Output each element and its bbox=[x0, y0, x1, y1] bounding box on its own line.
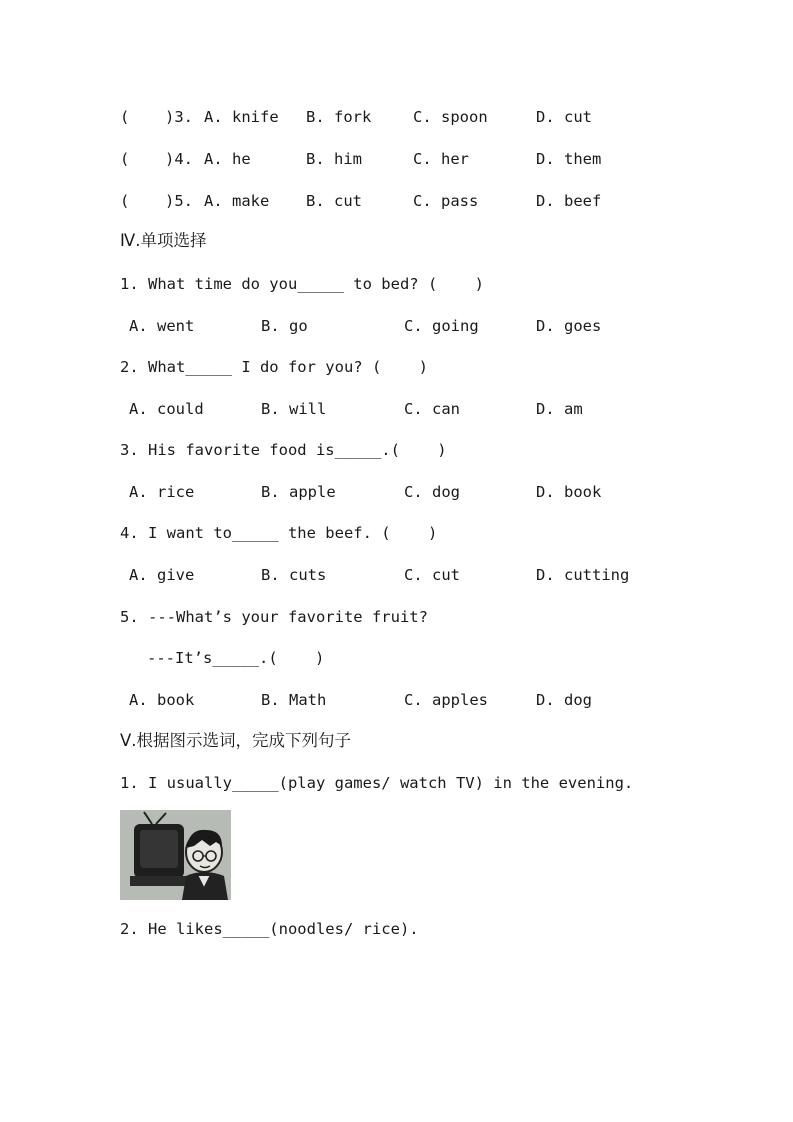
option-b[interactable]: B. will bbox=[261, 400, 327, 418]
answer-paren[interactable]: ( bbox=[120, 108, 130, 126]
section-heading: Ⅳ.单项选择 bbox=[120, 231, 207, 250]
option-c: C. her bbox=[413, 150, 469, 168]
option-c[interactable]: C. going bbox=[404, 317, 479, 335]
option-d[interactable]: D. dog bbox=[536, 691, 592, 709]
option-d[interactable]: D. cutting bbox=[536, 566, 630, 584]
question-text: 3. His favorite food is_____.( ) bbox=[120, 441, 447, 459]
fill-in-sentence: 1. I usually_____(play games/ watch TV) in the evening. bbox=[120, 774, 634, 792]
option-b: B. cut bbox=[306, 192, 362, 210]
section-heading: Ⅴ.根据图示选词，完成下列句子 bbox=[120, 731, 352, 750]
fill-in-sentence: 2. He likes_____(noodles/ rice). bbox=[120, 920, 419, 938]
option-d: D. cut bbox=[536, 108, 592, 126]
option-c[interactable]: C. apples bbox=[404, 691, 488, 709]
option-b: B. fork bbox=[306, 108, 372, 126]
option-a[interactable]: A. give bbox=[129, 566, 195, 584]
option-a[interactable]: A. book bbox=[129, 691, 195, 709]
option-b[interactable]: B. go bbox=[261, 317, 308, 335]
option-b[interactable]: B. cuts bbox=[261, 566, 327, 584]
option-d: D. them bbox=[536, 150, 602, 168]
question-answer-line: ---It’s_____.( ) bbox=[147, 649, 325, 667]
option-c: C. spoon bbox=[413, 108, 488, 126]
option-a[interactable]: A. could bbox=[129, 400, 204, 418]
option-b[interactable]: B. apple bbox=[261, 483, 336, 501]
option-a[interactable]: A. went bbox=[129, 317, 195, 335]
question-text: 5. ---What’s your favorite fruit? bbox=[120, 608, 428, 626]
option-a: A. knife bbox=[204, 108, 279, 126]
option-c: C. pass bbox=[413, 192, 479, 210]
option-d: D. beef bbox=[536, 192, 602, 210]
option-b: B. him bbox=[306, 150, 362, 168]
question-number: )4. bbox=[165, 150, 193, 168]
question-text: 2. What_____ I do for you? ( ) bbox=[120, 358, 428, 376]
option-d[interactable]: D. goes bbox=[536, 317, 602, 335]
answer-paren[interactable]: ( bbox=[120, 192, 130, 210]
option-a: A. make bbox=[204, 192, 270, 210]
answer-paren[interactable]: ( bbox=[120, 150, 130, 168]
question-text: 4. I want to_____ the beef. ( ) bbox=[120, 524, 438, 542]
option-a[interactable]: A. rice bbox=[129, 483, 195, 501]
option-a: A. he bbox=[204, 150, 251, 168]
option-c[interactable]: C. can bbox=[404, 400, 460, 418]
option-d[interactable]: D. book bbox=[536, 483, 602, 501]
question-number: )3. bbox=[165, 108, 193, 126]
option-c[interactable]: C. dog bbox=[404, 483, 460, 501]
boy-watching-tv-image bbox=[120, 810, 231, 900]
question-text: 1. What time do you_____ to bed? ( ) bbox=[120, 275, 484, 293]
question-number: )5. bbox=[165, 192, 193, 210]
option-b[interactable]: B. Math bbox=[261, 691, 327, 709]
tv-illustration bbox=[120, 810, 231, 900]
option-d[interactable]: D. am bbox=[536, 400, 583, 418]
option-c[interactable]: C. cut bbox=[404, 566, 460, 584]
